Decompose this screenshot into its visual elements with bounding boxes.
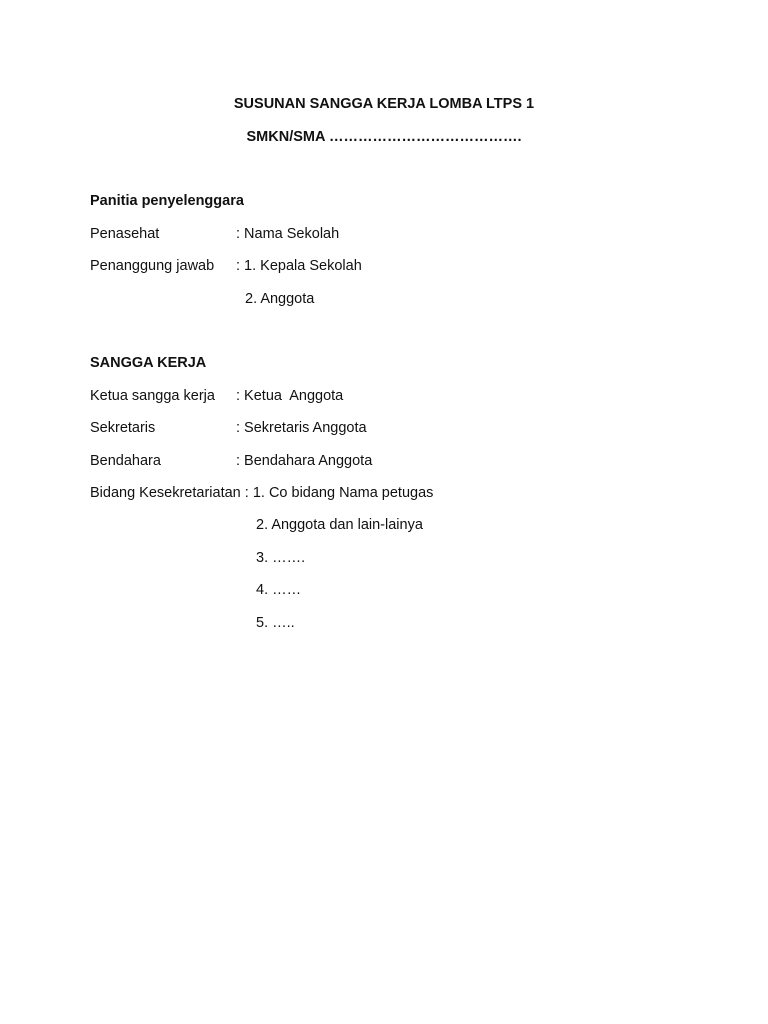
penanggung-value-2: 2. Anggota [245, 291, 315, 307]
bidang-line: Bidang Kesekretariatan : 1. Co bidang Nama petugas [90, 485, 434, 501]
sekretaris-value: : Sekretaris Anggota [236, 420, 367, 436]
panitia-heading: Panitia penyelenggara [90, 193, 244, 209]
bidang-item: 4. …… [256, 582, 302, 598]
ketua-label: Ketua sangga kerja [90, 388, 215, 404]
sangga-heading: SANGGA KERJA [90, 355, 207, 371]
ketua-value: : Ketua Anggota [236, 388, 344, 404]
bidang-item: 5. ….. [256, 615, 295, 631]
penanggung-value-1: : 1. Kepala Sekolah [236, 258, 362, 274]
document-title: SUSUNAN SANGGA KERJA LOMBA LTPS 1 [233, 96, 535, 112]
penasehat-value: : Nama Sekolah [236, 226, 340, 242]
bidang-item: 2. Anggota dan lain-lainya [256, 517, 423, 533]
penanggung-label: Penanggung jawab [90, 258, 215, 274]
bendahara-label: Bendahara [90, 453, 161, 469]
bendahara-value: : Bendahara Anggota [236, 453, 373, 469]
document-subtitle: SMKN/SMA …………………………………. [246, 129, 522, 145]
bidang-item: 3. ……. [256, 550, 306, 566]
sekretaris-label: Sekretaris [90, 420, 156, 436]
penasehat-label: Penasehat [90, 226, 160, 242]
